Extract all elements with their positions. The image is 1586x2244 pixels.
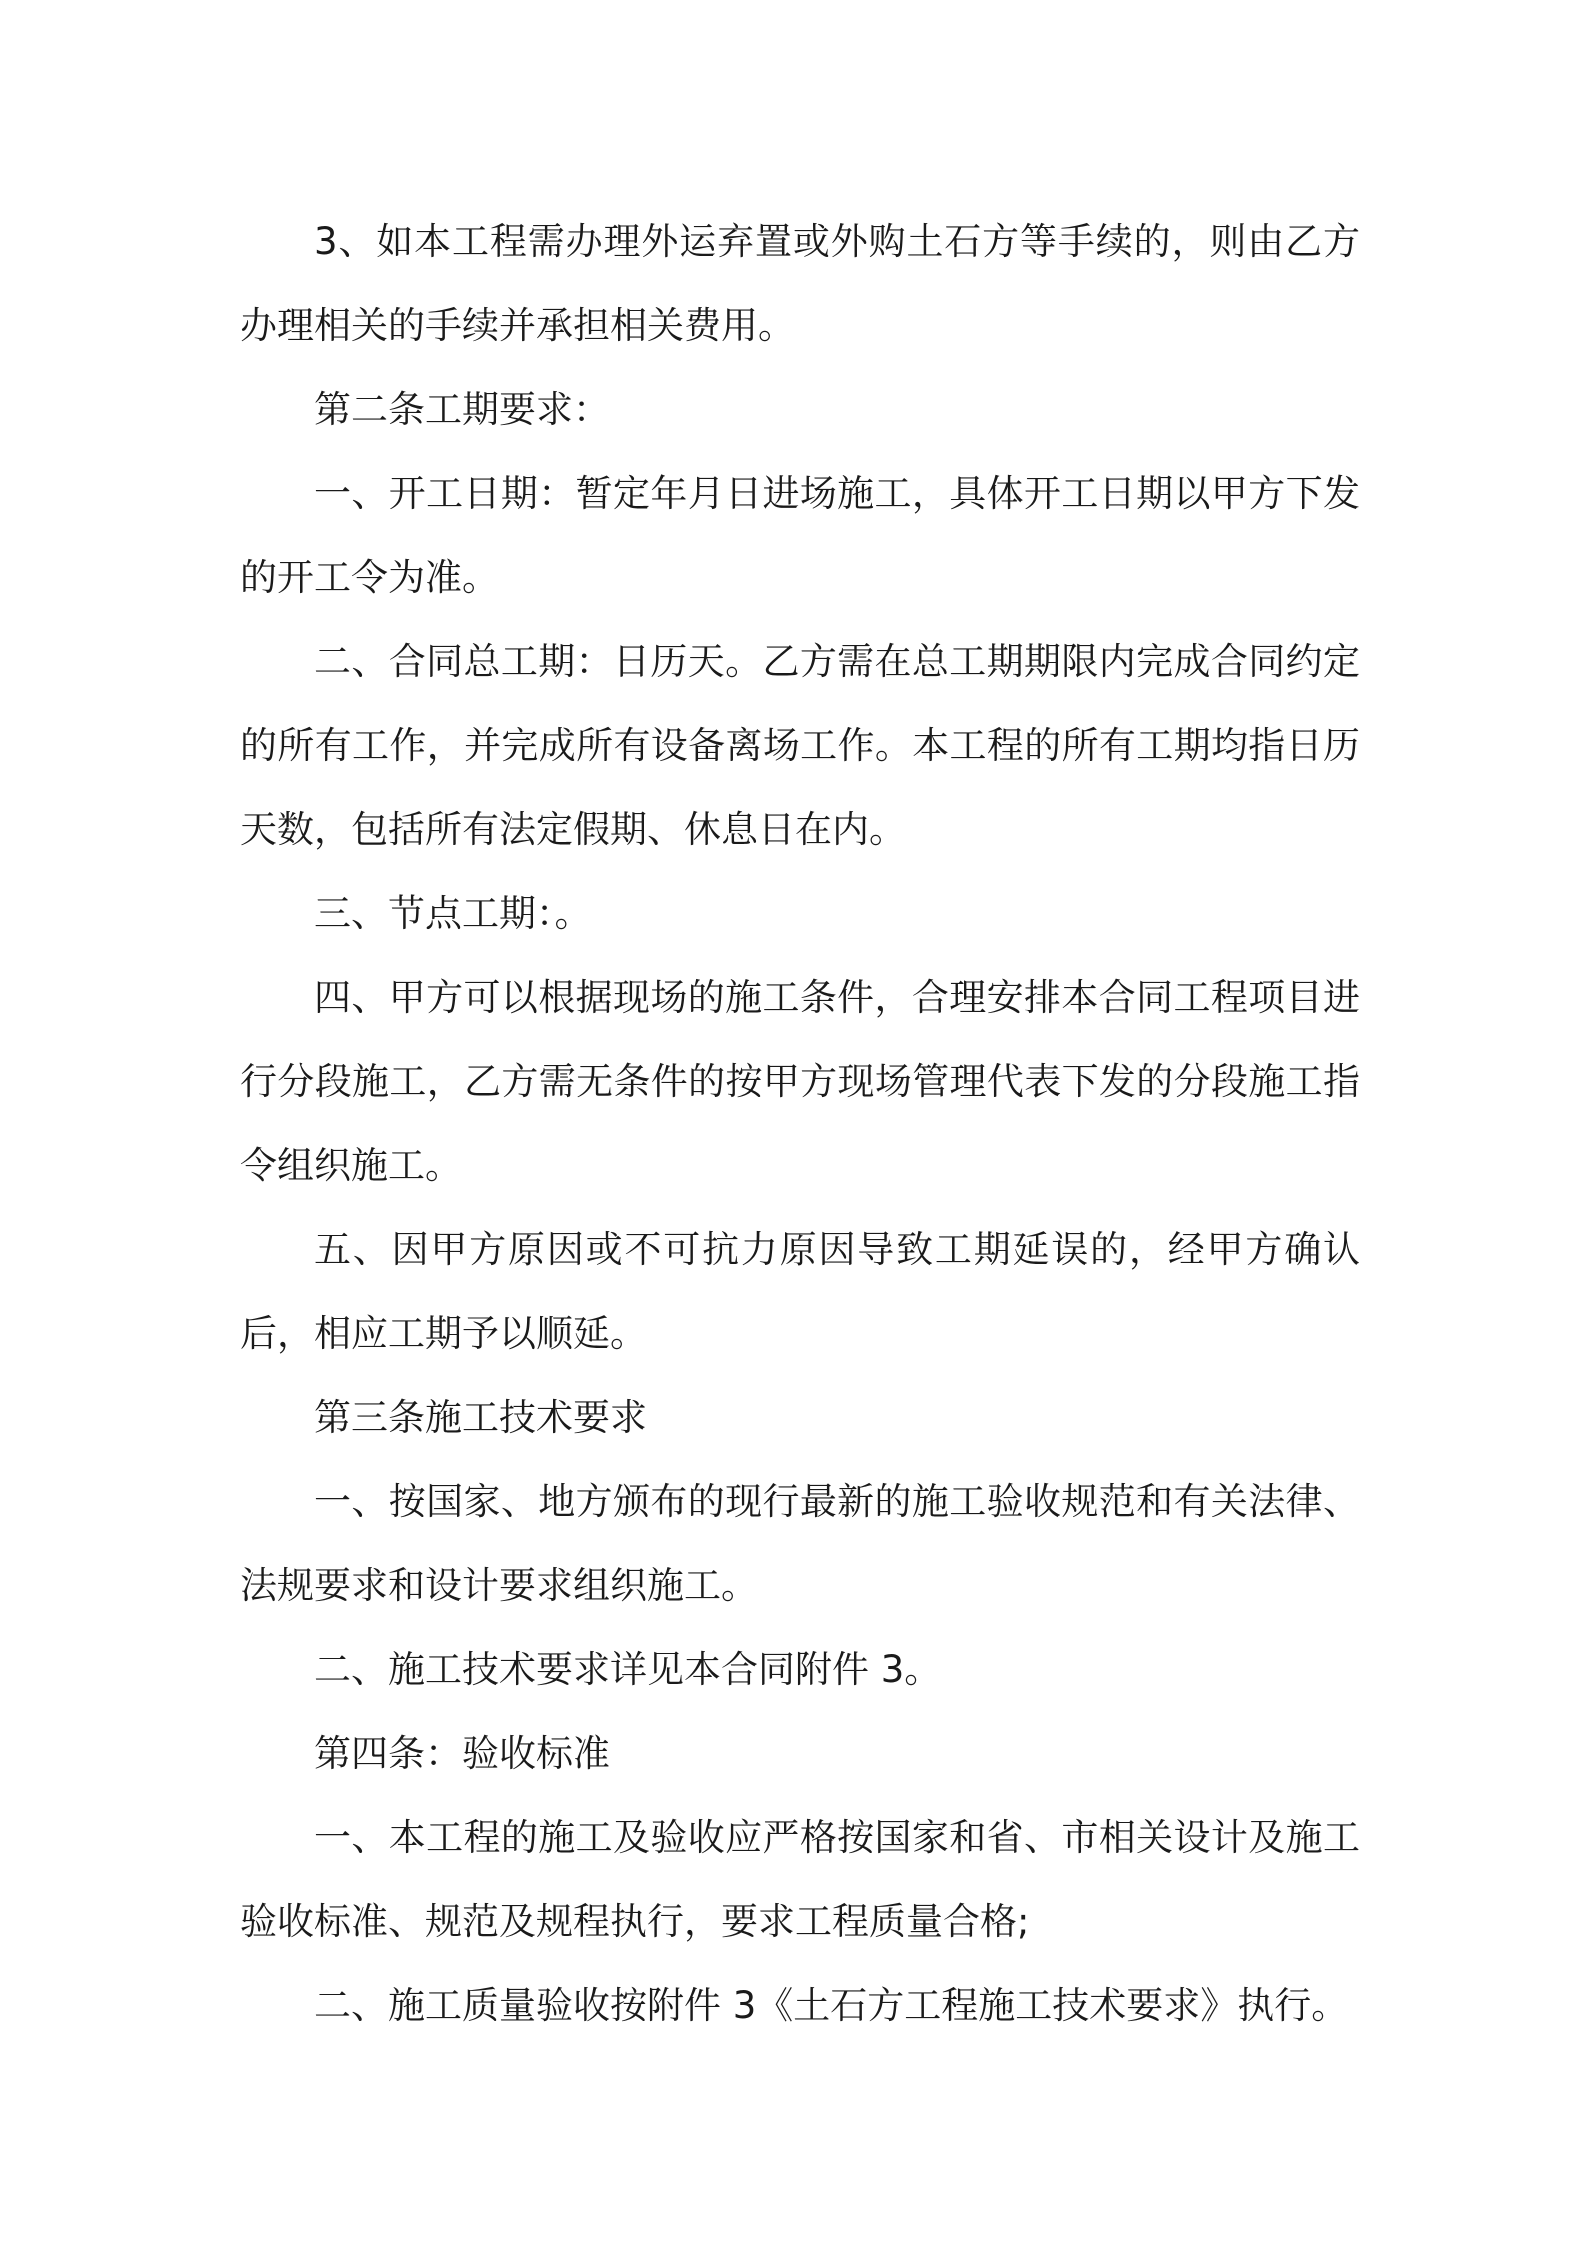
section-heading-article-4: 第四条：验收标准 — [314, 1732, 610, 1775]
section-heading-article-3: 第三条施工技术要求 — [314, 1396, 647, 1439]
paragraph-milestone-duration: 三、节点工期：。 — [314, 892, 592, 935]
paragraph-acceptance-standards: 一、本工程的施工及验收应严格按国家和省、市相关设计及施工验收标准、规范及规程执行，要求工程质量合格; — [240, 1816, 1360, 1943]
paragraph-phased-construction: 四、甲方可以根据现场的施工条件，合理安排本合同工程项目进行分段施工，乙方需无条件的按甲方现场管理代表下发的分段施工指令组织施工。 — [240, 976, 1360, 1187]
paragraph-item-3-transport-procedures: 3、如本工程需办理外运弃置或外购土石方等手续的，则由乙方办理相关的手续并承担相关费用。 — [240, 220, 1360, 347]
paragraph-delay-extension: 五、因甲方原因或不可抗力原因导致工期延误的，经甲方确认后，相应工期予以顺延。 — [240, 1228, 1360, 1355]
section-heading-article-2: 第二条工期要求： — [314, 388, 610, 431]
paragraph-start-date: 一、开工日期：暂定年月日进场施工，具体开工日期以甲方下发的开工令为准。 — [240, 472, 1360, 599]
document-body — [240, 200, 1360, 2048]
paragraph-quality-acceptance: 二、施工质量验收按附件 3《土石方工程施工技术要求》执行。 — [314, 1984, 1349, 2027]
paragraph-total-duration: 二、合同总工期：日历天。乙方需在总工期期限内完成合同约定的所有工作，并完成所有设备离场工作。本工程的所有工期均指日历天数，包括所有法定假期、休息日在内。 — [240, 640, 1360, 851]
paragraph-technical-annex: 二、施工技术要求详见本合同附件 3。 — [314, 1648, 942, 1691]
paragraph-construction-standards: 一、按国家、地方颁布的现行最新的施工验收规范和有关法律、法规要求和设计要求组织施工。 — [240, 1480, 1360, 1607]
